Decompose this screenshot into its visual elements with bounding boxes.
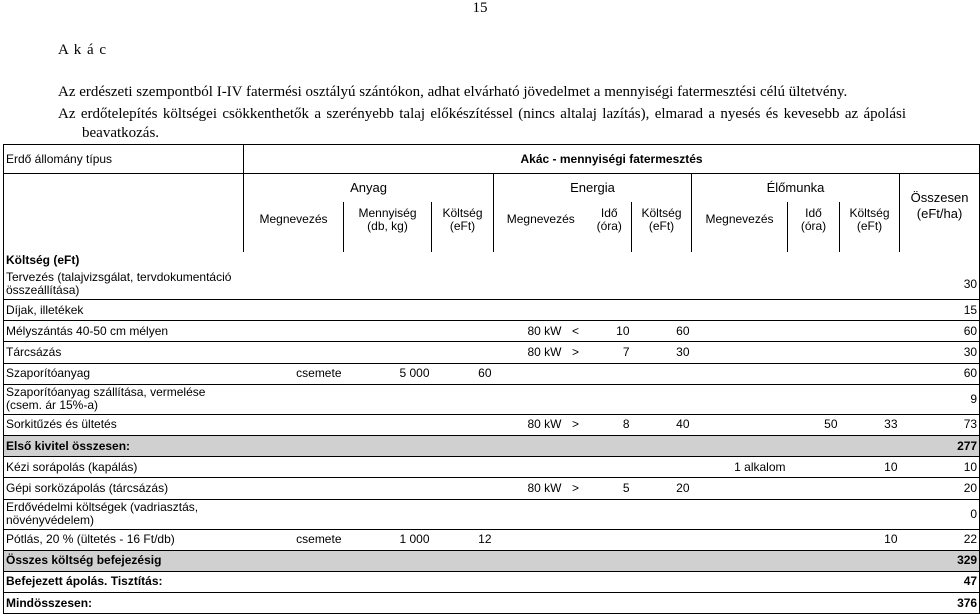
cell-energia-ido [588,571,632,592]
cell-anyag-kolt [432,414,494,435]
cell-elo-kolt [840,593,900,614]
cell-total: 0 [900,499,980,529]
osszesen-line2: (eFt/ha) [916,205,963,221]
cell-anyag-kolt: 12 [432,529,494,550]
cell-elo-nev [692,529,788,550]
cell-anyag-kolt [432,593,494,614]
table-row [4,363,980,384]
cell-energia-cmp [564,457,588,478]
cell-energia-nev [494,384,564,414]
cell-elo-ido: 50 [788,414,840,435]
cell-elo-ido [788,342,840,363]
cell-elo-ido [788,529,840,550]
row-label: Szaporítóanyag szállítása, vermelése (csem. ár 15%-a) [4,384,244,414]
cell-anyag-nev [244,457,344,478]
cell-anyag-menny [344,478,432,499]
cell-energia-kolt [632,550,692,571]
row-label: Pótlás, 20 % (ültetés - 16 Ft/db) [4,529,244,550]
cell-energia-ido [588,300,632,321]
page-number: 15 [472,0,488,16]
cell-anyag-kolt [432,321,494,342]
cell-energia-kolt: 60 [632,321,692,342]
table-row [4,593,980,614]
row-label: Tárcsázás [4,342,244,363]
cell-total: 47 [900,571,980,592]
cell-anyag-kolt [432,550,494,571]
col-elo-kolt [840,202,900,238]
cell-energia-nev [494,363,564,384]
cell-energia-cmp [564,435,588,456]
cell-energia-ido [588,593,632,614]
cell-anyag-nev [244,593,344,614]
cell-elo-ido [788,550,840,571]
cell-elo-nev [692,435,788,456]
cell-anyag-menny [344,321,432,342]
cell-anyag-menny [344,270,432,300]
cell-energia-nev [494,529,564,550]
cell-elo-kolt: 10 [840,529,900,550]
col-anyag-kolt-1: Költség [442,205,483,220]
cell-total: 10 [900,457,980,478]
cell-elo-nev [692,321,788,342]
col-elo-kolt-2: (eFt) [856,218,883,233]
group-anyag: Anyag [244,174,494,202]
cell-anyag-menny [344,499,432,529]
col-elo-kolt-1: Költség [849,205,890,220]
cell-elo-ido [788,384,840,414]
cost-paragraph-line2: beavatkozás. [82,125,160,141]
table-row [4,499,980,529]
row-label: Összes költség befejezésig [4,550,244,571]
cell-elo-nev [692,270,788,300]
cell-total: 60 [900,363,980,384]
cell-energia-kolt: 30 [632,342,692,363]
cell-elo-kolt [840,321,900,342]
cell-energia-nev [494,499,564,529]
cell-energia-ido [588,384,632,414]
cell-energia-kolt [632,300,692,321]
cell-energia-nev: 80 kW [494,478,564,499]
row-label: Kézi sorápolás (kapálás) [4,457,244,478]
cell-energia-cmp: > [564,478,588,499]
cell-elo-nev [692,571,788,592]
row-label: Első kivitel összesen: [4,435,244,456]
cell-anyag-nev [244,550,344,571]
header-filler [344,238,432,252]
row-label: Sorkitűzés és ültetés [4,414,244,435]
col-elo-ido [788,202,840,238]
cell-elo-kolt [840,342,900,363]
col-elo-ido-1: Idő [805,205,822,220]
header-filler [692,238,788,252]
cell-elo-ido [788,478,840,499]
col-energia-ido-1: Idő [600,205,618,220]
intro-paragraph: Az erdészeti szempontból I-IV fatermési osztályú szántókon, adhat elvárható jövedelmet a mennyiségi fatermesztési célú ültetvény. [58,84,848,100]
col-anyag-menny [344,202,432,238]
row-label: Mindösszesen: [4,593,244,614]
cost-table [3,144,980,614]
cell-energia-nev: 80 kW [494,342,564,363]
cell-energia-kolt [632,529,692,550]
cell-energia-cmp [564,499,588,529]
cell-energia-kolt [632,435,692,456]
table-row [4,342,980,363]
cell-energia-kolt [632,499,692,529]
cell-anyag-kolt [432,478,494,499]
cell-elo-ido [788,270,840,300]
cell-energia-nev [494,435,564,456]
row-label: Mélyszántás 40-50 cm mélyen [4,321,244,342]
cell-elo-nev [692,363,788,384]
cell-total: 30 [900,342,980,363]
cell-anyag-nev [244,478,344,499]
table-title: Akác - mennyiségi fatermesztés [244,145,980,174]
cell-energia-ido: 10 [588,321,632,342]
cell-anyag-nev: csemete [244,363,344,384]
osszesen-line1: Összesen [910,189,969,205]
cell-energia-nev: 80 kW [494,414,564,435]
cell-elo-nev [692,593,788,614]
cell-anyag-nev [244,300,344,321]
cell-elo-ido [788,321,840,342]
cost-paragraph-line1: Az erdőtelepítés költségei csökkenthetők a szerényebb talaj előkészítéssel (nincs altalaj lazítás), elmarad a nyesés és kevesebb az ápolási [58,106,906,122]
cell-anyag-kolt [432,384,494,414]
table-row [4,300,980,321]
cell-anyag-menny: 5 000 [344,363,432,384]
cell-energia-cmp [564,550,588,571]
cell-energia-ido: 8 [588,414,632,435]
row-label: Tervezés (talajvizsgálat, tervdokumentáció összeállítása) [4,270,244,300]
cell-anyag-nev [244,321,344,342]
table-row [4,457,980,478]
cell-total: 22 [900,529,980,550]
cell-energia-ido [588,529,632,550]
header-filler [632,238,692,252]
cell-total: 329 [900,550,980,571]
header-filler [840,238,900,252]
col-anyag-menny-2: (db, kg) [367,218,408,233]
cell-elo-nev [692,478,788,499]
cell-total: 60 [900,321,980,342]
cell-energia-ido: 5 [588,478,632,499]
row-header-koltseg: Költség (eFt) [4,252,980,270]
cell-energia-kolt [632,571,692,592]
cell-anyag-kolt [432,571,494,592]
cell-anyag-kolt [432,270,494,300]
table-row [4,384,980,414]
cell-energia-nev [494,300,564,321]
cell-total: 20 [900,478,980,499]
col-anyag-kolt-2: (eFt) [449,218,476,233]
cell-elo-nev [692,300,788,321]
header-osszesen [900,174,980,238]
cell-elo-ido [788,457,840,478]
cell-anyag-nev [244,414,344,435]
cell-energia-nev: 80 kW [494,321,564,342]
cell-energia-ido [588,435,632,456]
cell-elo-ido [788,593,840,614]
col-elo-nev: Megnevezés [692,202,788,238]
cell-anyag-kolt [432,457,494,478]
cell-energia-cmp [564,363,588,384]
cell-energia-nev [494,270,564,300]
cell-total: 376 [900,593,980,614]
row-label: Szaporítóanyag [4,363,244,384]
cell-energia-ido [588,270,632,300]
section-heading: A k á c [58,42,108,58]
row-label: Gépi sorközápolás (tárcsázás) [4,478,244,499]
header-filler [244,238,344,252]
cell-elo-kolt [840,499,900,529]
cell-anyag-nev [244,270,344,300]
cell-total: 73 [900,414,980,435]
cell-elo-ido [788,499,840,529]
cell-energia-kolt [632,270,692,300]
cell-anyag-menny [344,593,432,614]
cell-anyag-kolt [432,499,494,529]
cell-anyag-kolt [432,435,494,456]
cell-energia-cmp [564,384,588,414]
cell-elo-ido [788,571,840,592]
row-label: Díjak, illetékek [4,300,244,321]
cell-elo-kolt [840,550,900,571]
cell-elo-kolt [840,478,900,499]
cell-energia-cmp: > [564,342,588,363]
cell-elo-kolt [840,571,900,592]
cell-energia-ido: 7 [588,342,632,363]
cell-elo-kolt [840,270,900,300]
cell-energia-kolt [632,593,692,614]
col-anyag-nev: Megnevezés [244,202,344,238]
col-energia-kolt-2: (eFt) [648,218,675,233]
col-energia-ido-2: (óra) [596,218,622,233]
col-energia-kolt [632,202,692,238]
table-row [4,529,980,550]
cell-anyag-nev [244,571,344,592]
cell-anyag-menny: 1 000 [344,529,432,550]
col-energia-ido [588,202,632,238]
cell-anyag-menny [344,550,432,571]
cell-anyag-nev [244,435,344,456]
cell-anyag-nev [244,499,344,529]
table-row [4,571,980,592]
cell-energia-nev [494,571,564,592]
cell-energia-cmp [564,300,588,321]
cell-anyag-menny [344,435,432,456]
cell-anyag-menny [344,457,432,478]
cell-elo-nev [692,414,788,435]
group-elomunka: Élőmunka [692,174,900,202]
cell-elo-ido [788,300,840,321]
cell-energia-ido [588,457,632,478]
cell-anyag-nev [244,342,344,363]
cell-energia-kolt: 40 [632,414,692,435]
header-filler [588,238,632,252]
cell-energia-cmp [564,593,588,614]
cell-anyag-nev [244,384,344,414]
table-row [4,414,980,435]
cell-energia-cmp [564,571,588,592]
cell-total: 277 [900,435,980,456]
cell-energia-cmp [564,529,588,550]
cell-total: 30 [900,270,980,300]
group-energia: Energia [494,174,692,202]
cell-total: 9 [900,384,980,414]
col-energia-kolt-1: Költség [641,205,682,220]
cell-energia-kolt [632,384,692,414]
cell-elo-nev [692,384,788,414]
cell-energia-kolt: 20 [632,478,692,499]
cell-anyag-menny [344,384,432,414]
col-energia-nev: Megnevezés [506,212,575,226]
cell-elo-kolt [840,384,900,414]
cell-elo-nev: 1 alkalom [692,457,788,478]
col-anyag-menny-1: Mennyiség [358,205,417,220]
cell-anyag-menny [344,300,432,321]
cell-energia-nev [494,593,564,614]
header-filler [494,238,588,252]
cell-elo-ido [788,363,840,384]
table-row [4,321,980,342]
header-filler [788,238,840,252]
cell-elo-kolt: 33 [840,414,900,435]
cell-energia-cmp [564,270,588,300]
cell-anyag-kolt: 60 [432,363,494,384]
cell-anyag-kolt [432,342,494,363]
cell-elo-nev [692,342,788,363]
cell-elo-kolt: 10 [840,457,900,478]
header-filler [432,238,494,252]
cell-energia-nev [494,550,564,571]
corner-label: Erdő állomány típus [4,145,244,174]
table-row [4,435,980,456]
table-row [4,270,980,300]
cell-energia-kolt [632,457,692,478]
cell-energia-nev [494,457,564,478]
cell-anyag-menny [344,414,432,435]
row-label: Erdővédelmi költségek (vadriasztás, növényvédelem) [4,499,244,529]
cell-total: 15 [900,300,980,321]
cell-elo-ido [788,435,840,456]
table-row [4,478,980,499]
col-anyag-kolt [432,202,494,238]
cell-anyag-kolt [432,300,494,321]
cell-elo-kolt [840,363,900,384]
cell-anyag-menny [344,571,432,592]
header-spacer [4,174,244,252]
col-elo-ido-2: (óra) [800,218,827,233]
cell-anyag-nev: csemete [244,529,344,550]
header-filler [900,238,980,252]
table-row [4,550,980,571]
cell-elo-kolt [840,435,900,456]
cell-elo-kolt [840,300,900,321]
cell-energia-cmp: < [564,321,588,342]
cell-energia-ido [588,363,632,384]
cell-energia-kolt [632,363,692,384]
cell-energia-ido [588,550,632,571]
cell-elo-nev [692,499,788,529]
cell-energia-cmp: > [564,414,588,435]
cell-anyag-menny [344,342,432,363]
cell-energia-ido [588,499,632,529]
cell-elo-nev [692,550,788,571]
row-label: Befejezett ápolás. Tisztítás: [4,571,244,592]
